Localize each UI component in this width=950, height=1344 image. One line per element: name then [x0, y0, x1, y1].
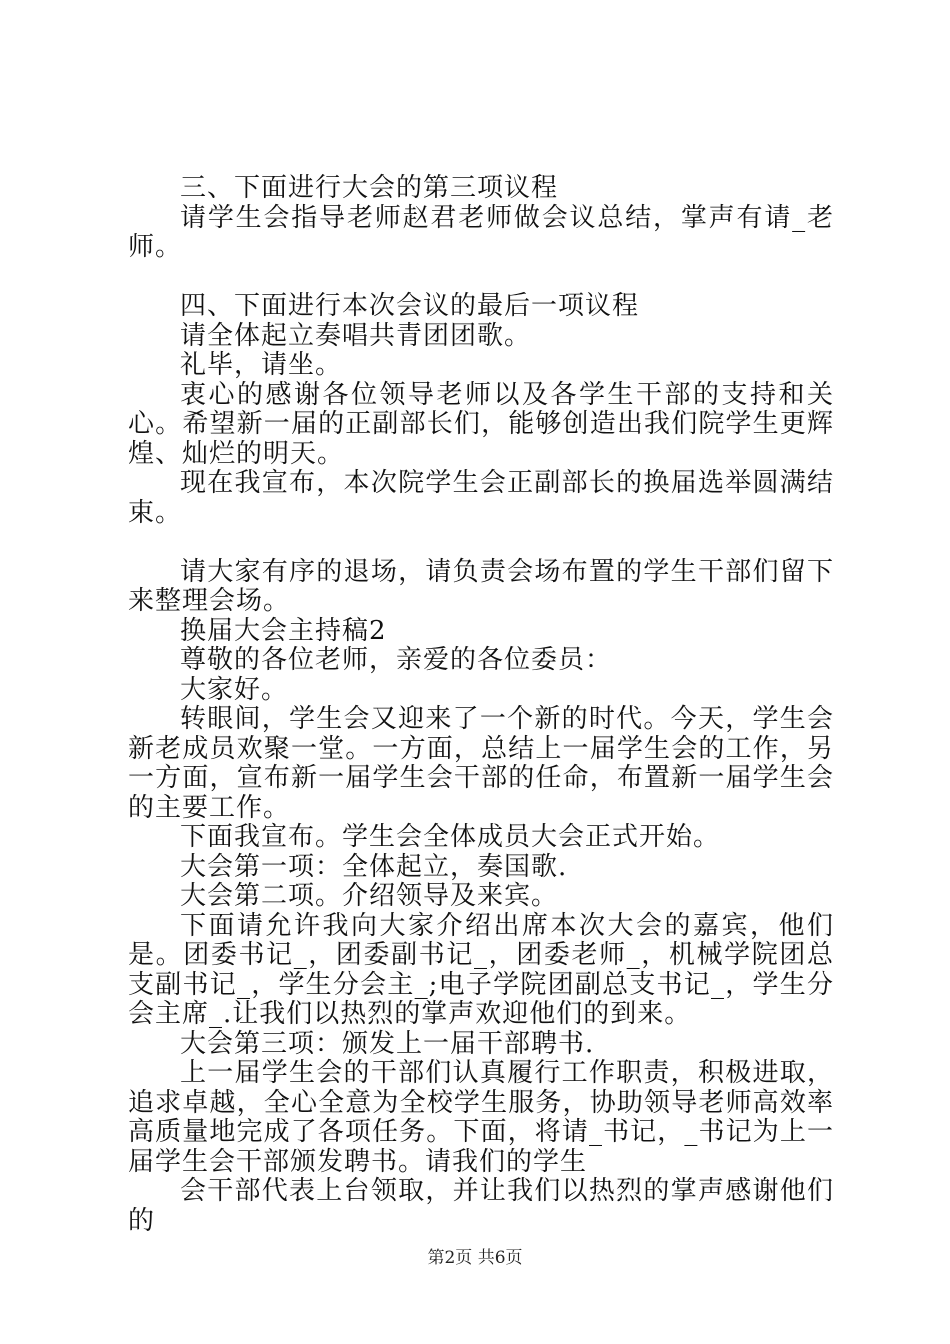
paragraph: 大家好。 — [180, 674, 289, 705]
paragraph: 现在我宣布，本次院学生会正副部长的换届选举圆满结束。 — [128, 468, 834, 528]
section-heading: 换届大会主持稿2 — [180, 615, 387, 646]
paragraph: 下面请允许我向大家介绍出席本次大会的嘉宾，他们是。团委书记_，团委副书记_，团委老师_，机械学院团总支副书记_，学生分会主_;电子学院团副总支书记_，学生分会主席_.让我们以热烈的掌声欢迎他们的到来。 — [128, 910, 834, 1029]
paragraph: 礼毕，请坐。 — [180, 350, 343, 380]
page-number-footer: 第2页 共6页 — [427, 1248, 523, 1268]
paragraph: 四、下面进行本次会议的最后一项议程 — [180, 291, 640, 321]
document-body — [128, 174, 834, 1236]
paragraph: 大会第三项：颁发上一届干部聘书. — [180, 1028, 595, 1059]
paragraph: 转眼间，学生会又迎来了一个新的时代。今天，学生会新老成员欢聚一堂。一方面，总结上一届学生会的工作，另一方面，宣布新一届学生会干部的任命，布置新一届学生会的主要工作。 — [128, 704, 834, 823]
paragraph: 尊敬的各位老师，亲爱的各位委员： — [180, 645, 613, 675]
paragraph: 衷心的感谢各位领导老师以及各学生干部的支持和关心。希望新一届的正副部长们，能够创造出我们院学生更辉煌、灿烂的明天。 — [128, 379, 834, 469]
paragraph: 大会第一项：全体起立，奏国歌. — [180, 851, 568, 882]
paragraph: 请全体起立奏唱共青团团歌。 — [180, 320, 532, 351]
paragraph: 会干部代表上台领取，并让我们以热烈的掌声感谢他们的 — [128, 1176, 834, 1236]
paragraph: 上一届学生会的干部们认真履行工作职责，积极进取，追求卓越，全心全意为全校学生服务，协助领导老师高效率高质量地完成了各项任务。下面，将请_书记，_书记为上一届学生会干部颁发聘书。请我们的学生 — [128, 1058, 834, 1177]
paragraph: 三、下面进行大会的第三项议程 — [180, 173, 559, 203]
paragraph-gap — [128, 528, 834, 558]
paragraph: 请大家有序的退场，请负责会场布置的学生干部们留下来整理会场。 — [128, 556, 834, 616]
paragraph: 请学生会指导老师赵君老师做会议总结，掌声有请_老师。 — [128, 202, 834, 262]
paragraph-gap — [128, 263, 834, 293]
paragraph: 大会第二项。介绍领导及来宾。 — [180, 881, 559, 911]
paragraph: 下面我宣布。学生会全体成员大会正式开始。 — [180, 822, 721, 852]
